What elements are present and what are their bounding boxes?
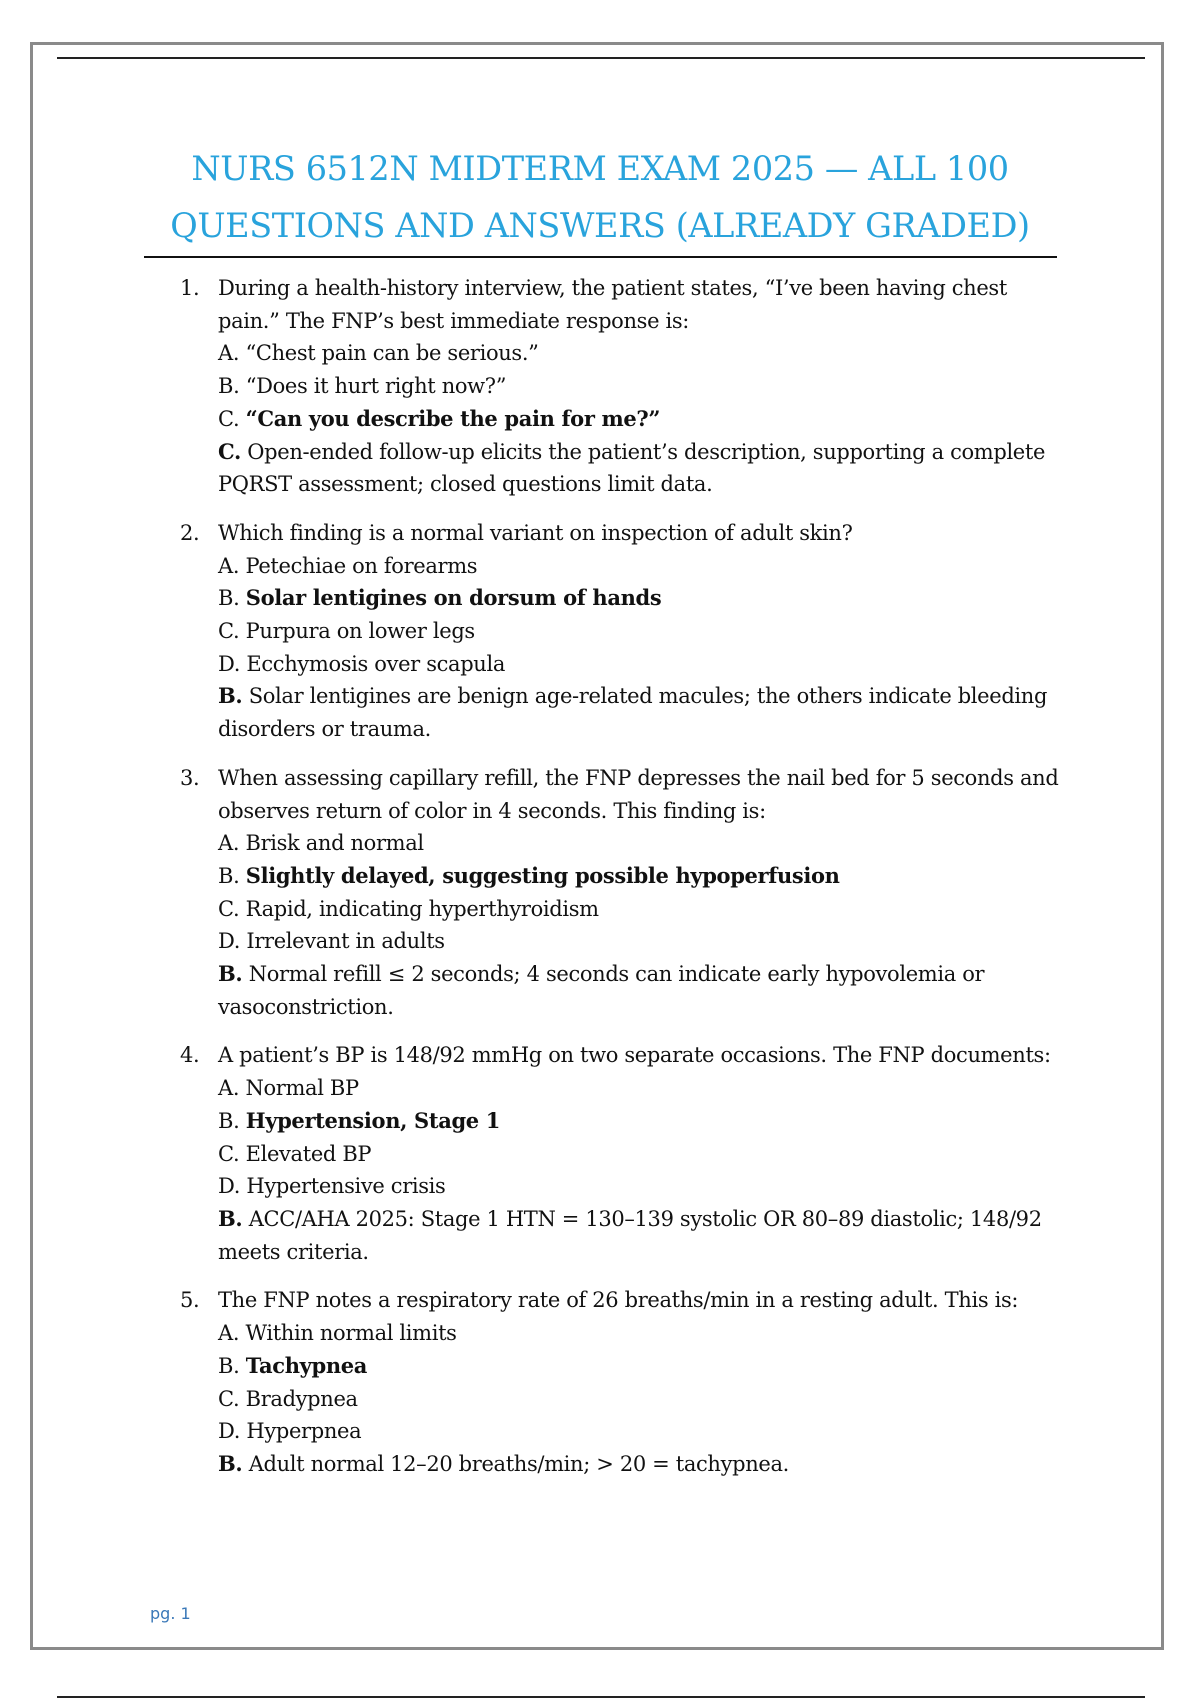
option-text: Purpura on lower legs (245, 619, 475, 644)
option-text: Bradypnea (245, 1386, 358, 1411)
option-text: Petechiae on forearms (245, 553, 478, 578)
title-line-2: QUESTIONS AND ANSWERS (ALREADY GRADED) (170, 206, 1030, 245)
option-text: Hypertension, Stage 1 (245, 1107, 501, 1133)
question-stem-line: pain.” The FNP’s best immediate response is: (218, 308, 689, 333)
title-underline (144, 256, 1057, 258)
option-letter: C. (218, 406, 240, 431)
rationale-line (218, 713, 1060, 746)
question-stem-line: A patient’s BP is 148/92 mmHg on two separate occasions. The FNP documents: (218, 1043, 1051, 1068)
option-text: Within normal limits (245, 1321, 457, 1346)
question-2 (180, 517, 1060, 746)
rationale-line (218, 958, 1060, 991)
answer-option (218, 582, 1060, 615)
rationale-text: Solar lentigines are benign age-related macules; the others indicate bleeding (248, 684, 1048, 709)
question-number: 4. (180, 1043, 200, 1068)
answer-option (218, 337, 1060, 370)
option-text: Slightly delayed, suggesting possible hypoperfusion (245, 862, 840, 888)
option-letter: C. (218, 1141, 240, 1166)
option-letter: C. (218, 1386, 240, 1411)
option-letter: C. (218, 619, 240, 644)
answer-option (218, 1415, 1060, 1448)
question-5 (180, 1284, 1060, 1480)
option-text: “Chest pain can be serious.” (245, 341, 539, 366)
answer-option (218, 370, 1060, 403)
rationale-text: disorders or trauma. (218, 717, 431, 742)
rationale-line (218, 1448, 1060, 1481)
question-4 (180, 1039, 1060, 1268)
question-number: 5. (180, 1288, 200, 1313)
option-text: Hyperpnea (246, 1419, 362, 1444)
correct-answer-key: B. (218, 683, 243, 709)
rationale-line (218, 680, 1060, 713)
option-text: Normal BP (245, 1076, 359, 1101)
option-text: Elevated BP (245, 1141, 372, 1166)
question-stem-line: The FNP notes a respiratory rate of 26 breaths/min in a resting adult. This is: (218, 1288, 1019, 1313)
answer-option (218, 615, 1060, 648)
question-stem-line: observes return of color in 4 seconds. This finding is: (218, 798, 766, 823)
answer-option (218, 1105, 1060, 1138)
option-text: Solar lentigines on dorsum of hands (245, 585, 662, 611)
rationale-line (218, 1203, 1060, 1236)
option-letter: D. (218, 1174, 241, 1199)
rationale-text: meets criteria. (218, 1239, 369, 1264)
rationale-text: Normal refill ≤ 2 seconds; 4 seconds can indicate early hypovolemia or (248, 962, 985, 987)
option-letter: A. (218, 341, 240, 366)
rationale-line (218, 436, 1060, 469)
answer-option (218, 1138, 1060, 1171)
title-line-1: NURS 6512N MIDTERM EXAM 2025 — ALL 100 (191, 149, 1009, 188)
option-letter: D. (218, 929, 241, 954)
answer-option (218, 827, 1060, 860)
question-1 (180, 272, 1060, 501)
question-stem-line: Which finding is a normal variant on inspection of adult skin? (218, 520, 853, 545)
question-number: 3. (180, 765, 200, 790)
page-number: pg. 1 (150, 1604, 191, 1623)
rationale-text: Adult normal 12–20 breaths/min; > 20 = tachypnea. (248, 1451, 789, 1476)
rationale-line (218, 468, 1060, 501)
answer-option (218, 403, 1060, 436)
option-text: “Can you describe the pain for me?” (245, 405, 661, 431)
question-number: 2. (180, 520, 200, 545)
option-letter: C. (218, 896, 240, 921)
option-letter: A. (218, 831, 240, 856)
question-stem-line: During a health-history interview, the patient states, “I’ve been having chest (218, 276, 1007, 300)
rationale-line (218, 991, 1060, 1024)
rationale-text: ACC/AHA 2025: Stage 1 HTN = 130–139 systolic OR 80–89 diastolic; 148/92 (248, 1206, 1042, 1231)
correct-answer-key: C. (218, 438, 241, 464)
correct-answer-key: B. (218, 961, 243, 987)
answer-option (218, 860, 1060, 893)
option-letter: A. (218, 553, 240, 578)
answer-option (218, 893, 1060, 926)
question-stem-line: When assessing capillary refill, the FNP depresses the nail bed for 5 seconds and (218, 765, 1059, 790)
option-letter: B. (218, 1353, 240, 1378)
option-letter: A. (218, 1076, 240, 1101)
option-letter: A. (218, 1321, 240, 1346)
answer-option (218, 648, 1060, 681)
answer-option (218, 550, 1060, 583)
question-list (180, 272, 1060, 1497)
answer-option (218, 1317, 1060, 1350)
option-text: Tachypnea (245, 1352, 368, 1378)
option-text: Brisk and normal (245, 831, 424, 856)
option-letter: B. (218, 374, 240, 399)
rationale-text: vasoconstriction. (218, 994, 394, 1019)
document-title (145, 140, 1055, 254)
answer-option (218, 1170, 1060, 1203)
answer-option (218, 1350, 1060, 1383)
answer-option (218, 1383, 1060, 1416)
option-letter: D. (218, 1419, 241, 1444)
question-3 (180, 762, 1060, 1024)
option-letter: D. (218, 651, 241, 676)
option-letter: B. (218, 586, 240, 611)
option-text: Rapid, indicating hyperthyroidism (245, 896, 599, 921)
option-text: “Does it hurt right now?” (245, 374, 507, 399)
rationale-text: PQRST assessment; closed questions limit data. (218, 472, 713, 497)
footer-rule (57, 1696, 1145, 1698)
option-text: Ecchymosis over scapula (246, 651, 506, 676)
option-text: Irrelevant in adults (246, 929, 445, 954)
answer-option (218, 925, 1060, 958)
answer-option (218, 1072, 1060, 1105)
rationale-line (218, 1236, 1060, 1269)
rationale-text: Open-ended follow-up elicits the patient’s description, supporting a complete (247, 439, 1046, 464)
correct-answer-key: B. (218, 1450, 243, 1476)
header-rule (57, 57, 1145, 59)
question-number: 1. (180, 276, 200, 300)
option-letter: B. (218, 863, 240, 888)
option-letter: B. (218, 1108, 240, 1133)
correct-answer-key: B. (218, 1205, 243, 1231)
option-text: Hypertensive crisis (246, 1174, 446, 1199)
